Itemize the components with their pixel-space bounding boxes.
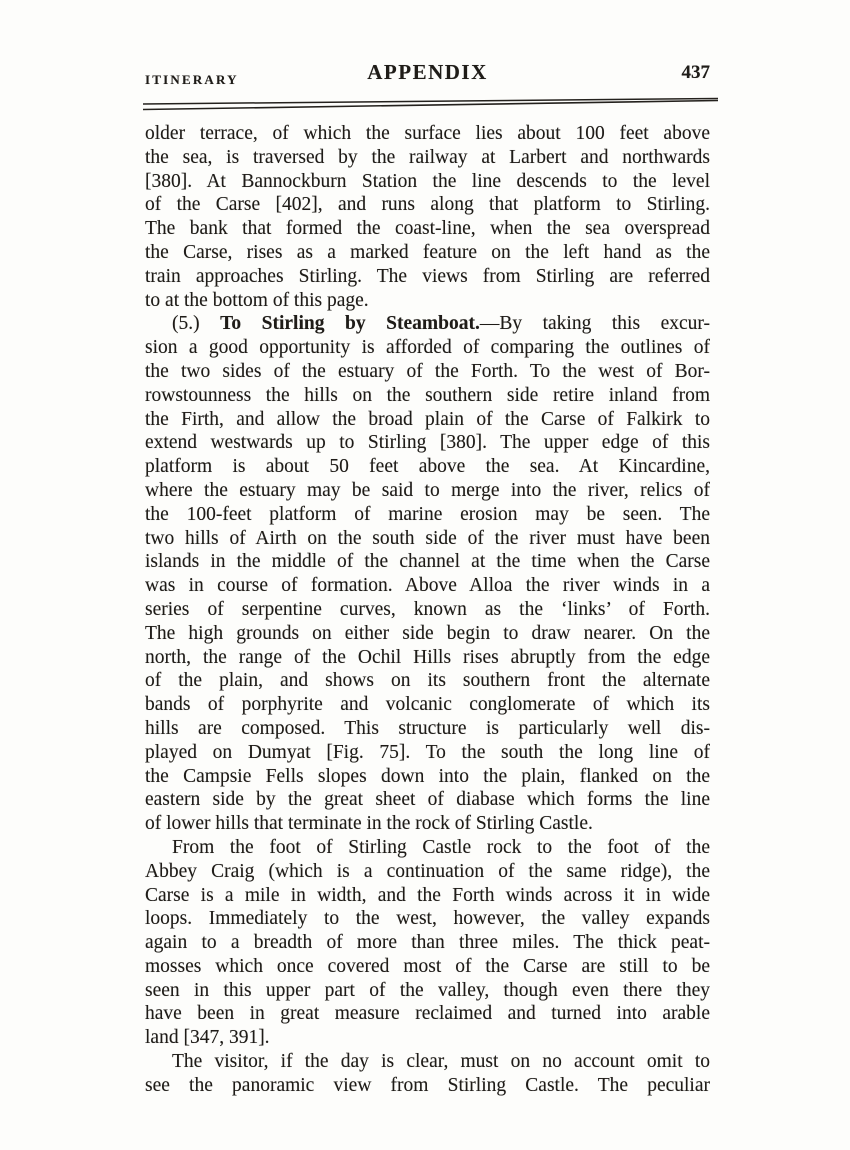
paragraph-visitor	[145, 1050, 710, 1098]
text-line: series of serpentine curves, known as the ‘links’ of Forth.	[145, 598, 710, 620]
section-number: (5.)	[172, 313, 221, 335]
text-line: From the foot of Stirling Castle rock to the foot of the	[172, 836, 710, 858]
text-line: two hills of Airth on the south side of the river must have been	[145, 527, 710, 549]
text-line: sion a good opportunity is afforded of comparing the outlines of	[145, 337, 710, 359]
text-line: The bank that formed the coast-line, when the sea overspread	[145, 218, 710, 240]
section-heading-rest: —By taking this excur-	[479, 313, 710, 335]
text-line: rowstounness the hills on the southern side retire inland from	[145, 384, 710, 406]
section-heading: To Stirling by Steamboat.	[220, 313, 480, 335]
text-line: the Campsie Fells slopes down into the plain, flanked on the	[145, 765, 710, 787]
text-line: to at the bottom of this page.	[145, 289, 369, 311]
paragraph-carse-width	[145, 836, 710, 1050]
page-title: APPENDIX	[367, 60, 488, 84]
text-line: mosses which once covered most of the Carse are still to be	[145, 955, 710, 977]
text-line: islands in the middle of the channel at the time when the Carse	[145, 551, 710, 573]
text-line: train approaches Stirling. The views from Stirling are referred	[145, 265, 710, 287]
text-line: seen in this upper part of the valley, though even there they	[145, 979, 710, 1001]
text-line: eastern side by the great sheet of diabase which forms the line	[145, 789, 710, 811]
text-line: The visitor, if the day is clear, must on no account omit to	[172, 1051, 710, 1073]
text-line: older terrace, of which the surface lies about 100 feet above	[145, 123, 710, 144]
text-line: of the Carse [402], and runs along that platform to Stirling.	[145, 194, 710, 216]
text-line: bands of porphyrite and volcanic conglomerate of which its	[145, 694, 710, 716]
text-line: the 100-feet platform of marine erosion may be seen. The	[145, 503, 710, 525]
text-line: have been in great measure reclaimed and turned into arable	[145, 1003, 710, 1025]
text-line: hills are composed. This structure is particularly well dis-	[145, 717, 710, 739]
text-line: loops. Immediately to the west, however, the valley expands	[145, 908, 710, 930]
text-line: Abbey Craig (which is a continuation of the same ridge), the	[145, 860, 710, 882]
text-line: the two sides of the estuary of the Forth. To the west of Bor-	[145, 360, 710, 382]
text-line: of lower hills that terminate in the rock of Stirling Castle.	[145, 813, 593, 835]
text-line: [380]. At Bannockburn Station the line descends to the level	[145, 170, 710, 192]
text-line: the Firth, and allow the broad plain of the Carse of Falkirk to	[145, 408, 710, 430]
text-line: The high grounds on either side begin to draw nearer. On the	[145, 622, 710, 644]
text-line: land [347, 391].	[145, 1027, 270, 1049]
header-rule	[142, 96, 720, 114]
text-line: was in course of formation. Above Alloa the river winds in a	[145, 575, 710, 597]
page-number: 437	[681, 62, 710, 83]
paragraph-continuation	[145, 122, 710, 312]
text-line: platform is about 50 feet above the sea. At Kincardine,	[145, 456, 710, 478]
text-line: of the plain, and shows on its southern front the alternate	[145, 670, 710, 692]
text-line: the Carse, rises as a marked feature on the left hand as the	[145, 241, 710, 263]
text-line: see the panoramic view from Stirling Castle. The peculiar	[145, 1074, 710, 1096]
section-heading-line	[145, 312, 710, 336]
text-line: where the estuary may be said to merge into the river, relics of	[145, 479, 710, 501]
text-line: north, the range of the Ochil Hills rises abruptly from the edge	[145, 646, 710, 668]
text-line: the sea, is traversed by the railway at Larbert and northwards	[145, 146, 710, 168]
text-block	[145, 122, 710, 1098]
text-line: extend westwards up to Stirling [380]. The upper edge of this	[145, 432, 710, 454]
text-line: again to a breadth of more than three miles. The thick peat-	[145, 932, 710, 954]
paragraph-steamboat	[145, 312, 710, 836]
running-header-section: ITINERARY	[145, 72, 239, 87]
text-line: played on Dumyat [Fig. 75]. To the south the long line of	[145, 741, 710, 763]
text-line: Carse is a mile in width, and the Forth winds across it in wide	[145, 884, 710, 906]
